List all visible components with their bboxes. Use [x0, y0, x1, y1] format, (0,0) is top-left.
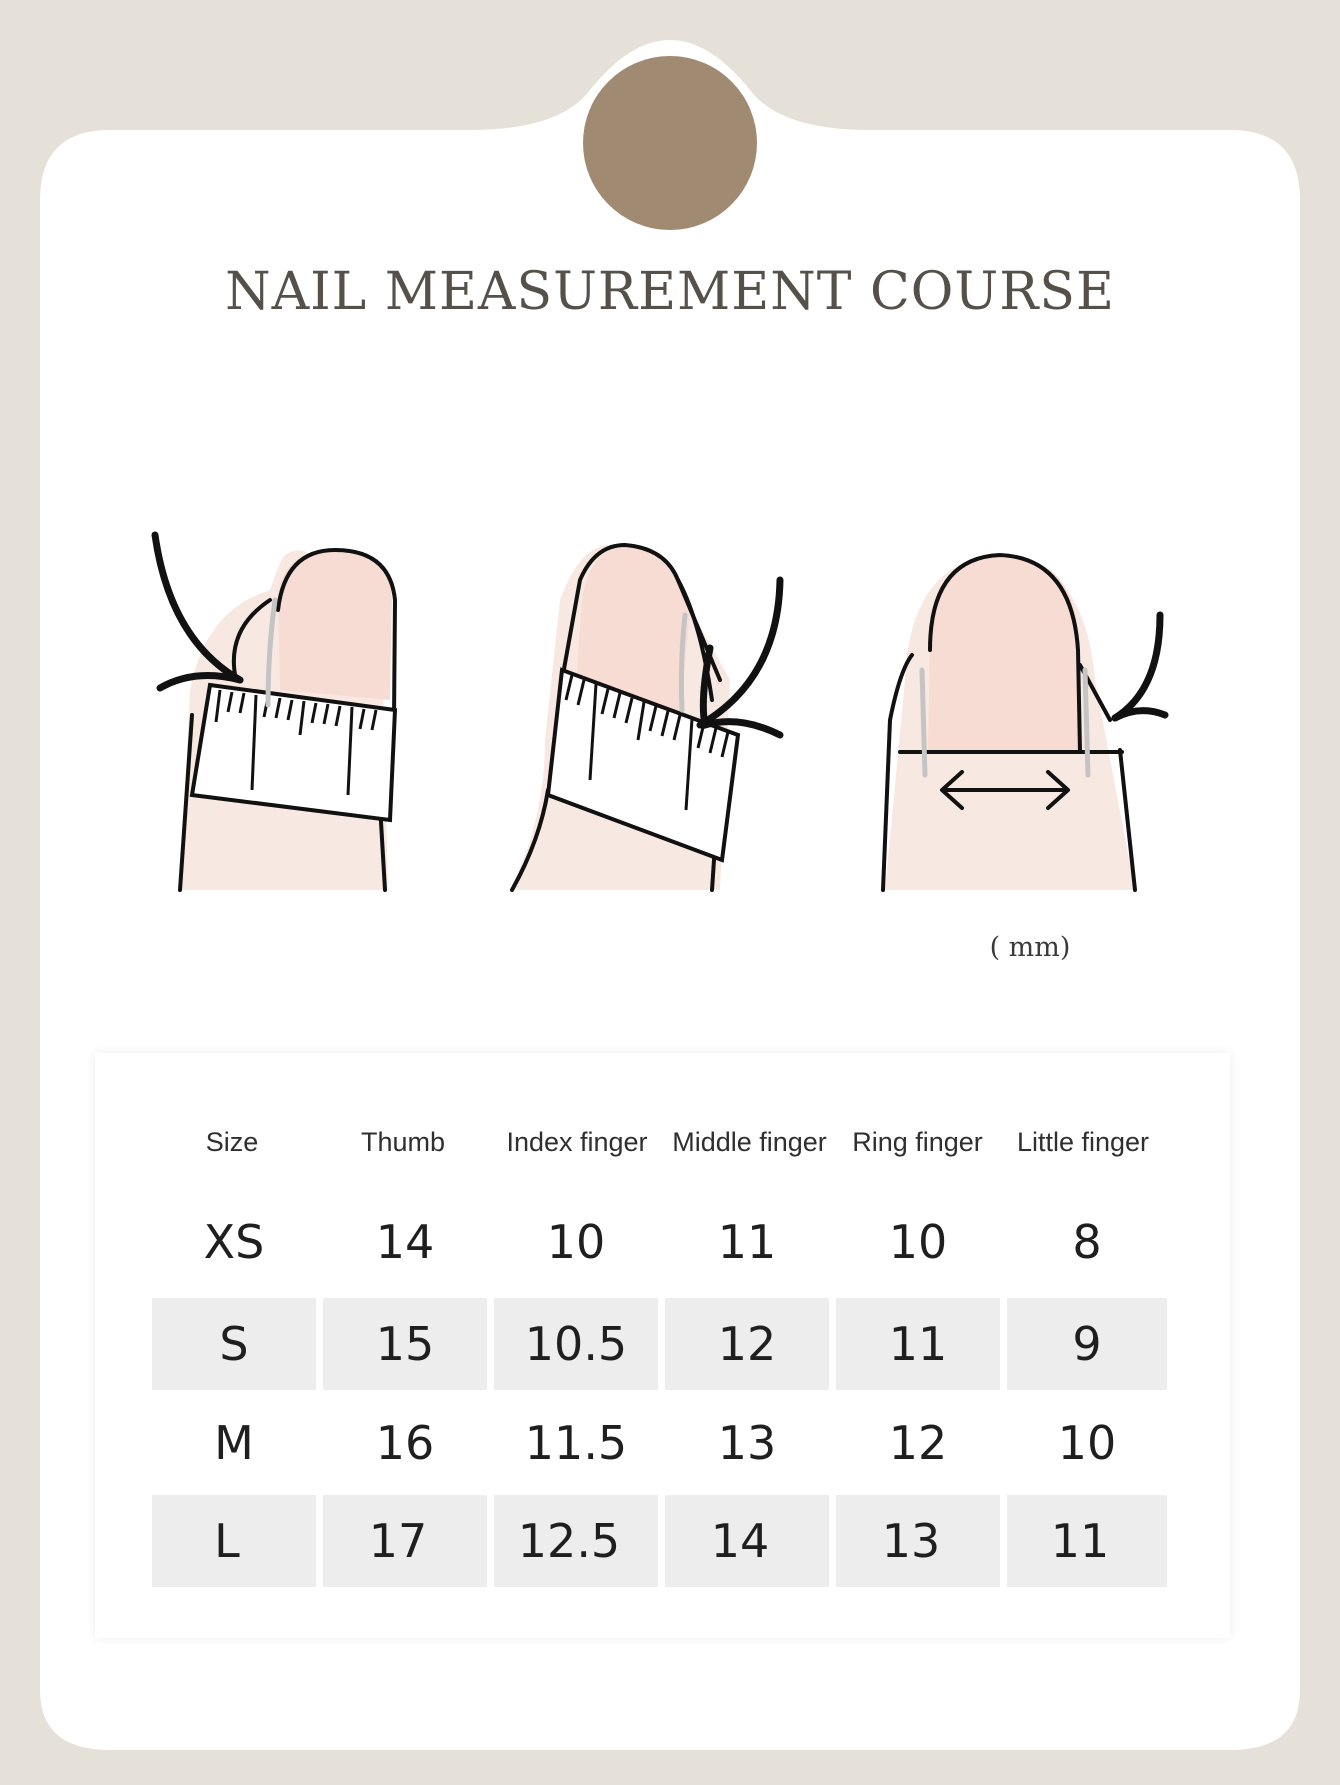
cell-size: L: [214, 1514, 240, 1568]
cell-thumb: 15: [375, 1317, 435, 1371]
header-little-finger: Little finger: [1016, 1127, 1150, 1157]
index-finger-measure-illustration: [510, 545, 780, 890]
cell-ring: 13: [881, 1514, 941, 1568]
cell-ring: 10: [888, 1215, 948, 1269]
cell-index: 10.5: [524, 1317, 628, 1371]
cell-ring: 11: [888, 1317, 948, 1371]
nail-width-illustration: [883, 555, 1165, 890]
cell-little: 11: [1050, 1514, 1110, 1568]
cell-middle: 12: [717, 1317, 777, 1371]
cell-index: 10: [546, 1215, 606, 1269]
cell-thumb: 17: [368, 1514, 428, 1568]
table-pointer: [620, 1000, 692, 1055]
unit-label: ( mm): [989, 932, 1071, 963]
header-index-finger: Index finger: [506, 1127, 648, 1157]
header-size: Size: [205, 1127, 259, 1157]
cell-thumb: 14: [375, 1215, 435, 1269]
cell-thumb: 16: [375, 1416, 435, 1470]
cell-little: 9: [1072, 1317, 1102, 1371]
cell-middle: 13: [717, 1416, 777, 1470]
cell-size: S: [219, 1317, 249, 1371]
cell-little: 8: [1072, 1215, 1102, 1269]
cell-size: XS: [203, 1215, 265, 1269]
cell-middle: 11: [717, 1215, 777, 1269]
thumb-measure-illustration: [155, 535, 395, 890]
cell-ring: 12: [888, 1416, 948, 1470]
header-ring-finger: Ring finger: [852, 1127, 983, 1157]
header-middle-finger: Middle finger: [672, 1127, 827, 1157]
header-thumb: Thumb: [360, 1127, 446, 1157]
cell-little: 10: [1057, 1416, 1117, 1470]
cell-size: M: [214, 1416, 254, 1470]
cell-index: 12.5: [517, 1514, 621, 1568]
cell-index: 11.5: [524, 1416, 628, 1470]
cell-middle: 14: [710, 1514, 770, 1568]
page-title: NAIL MEASUREMENT COURSE: [225, 262, 1115, 322]
